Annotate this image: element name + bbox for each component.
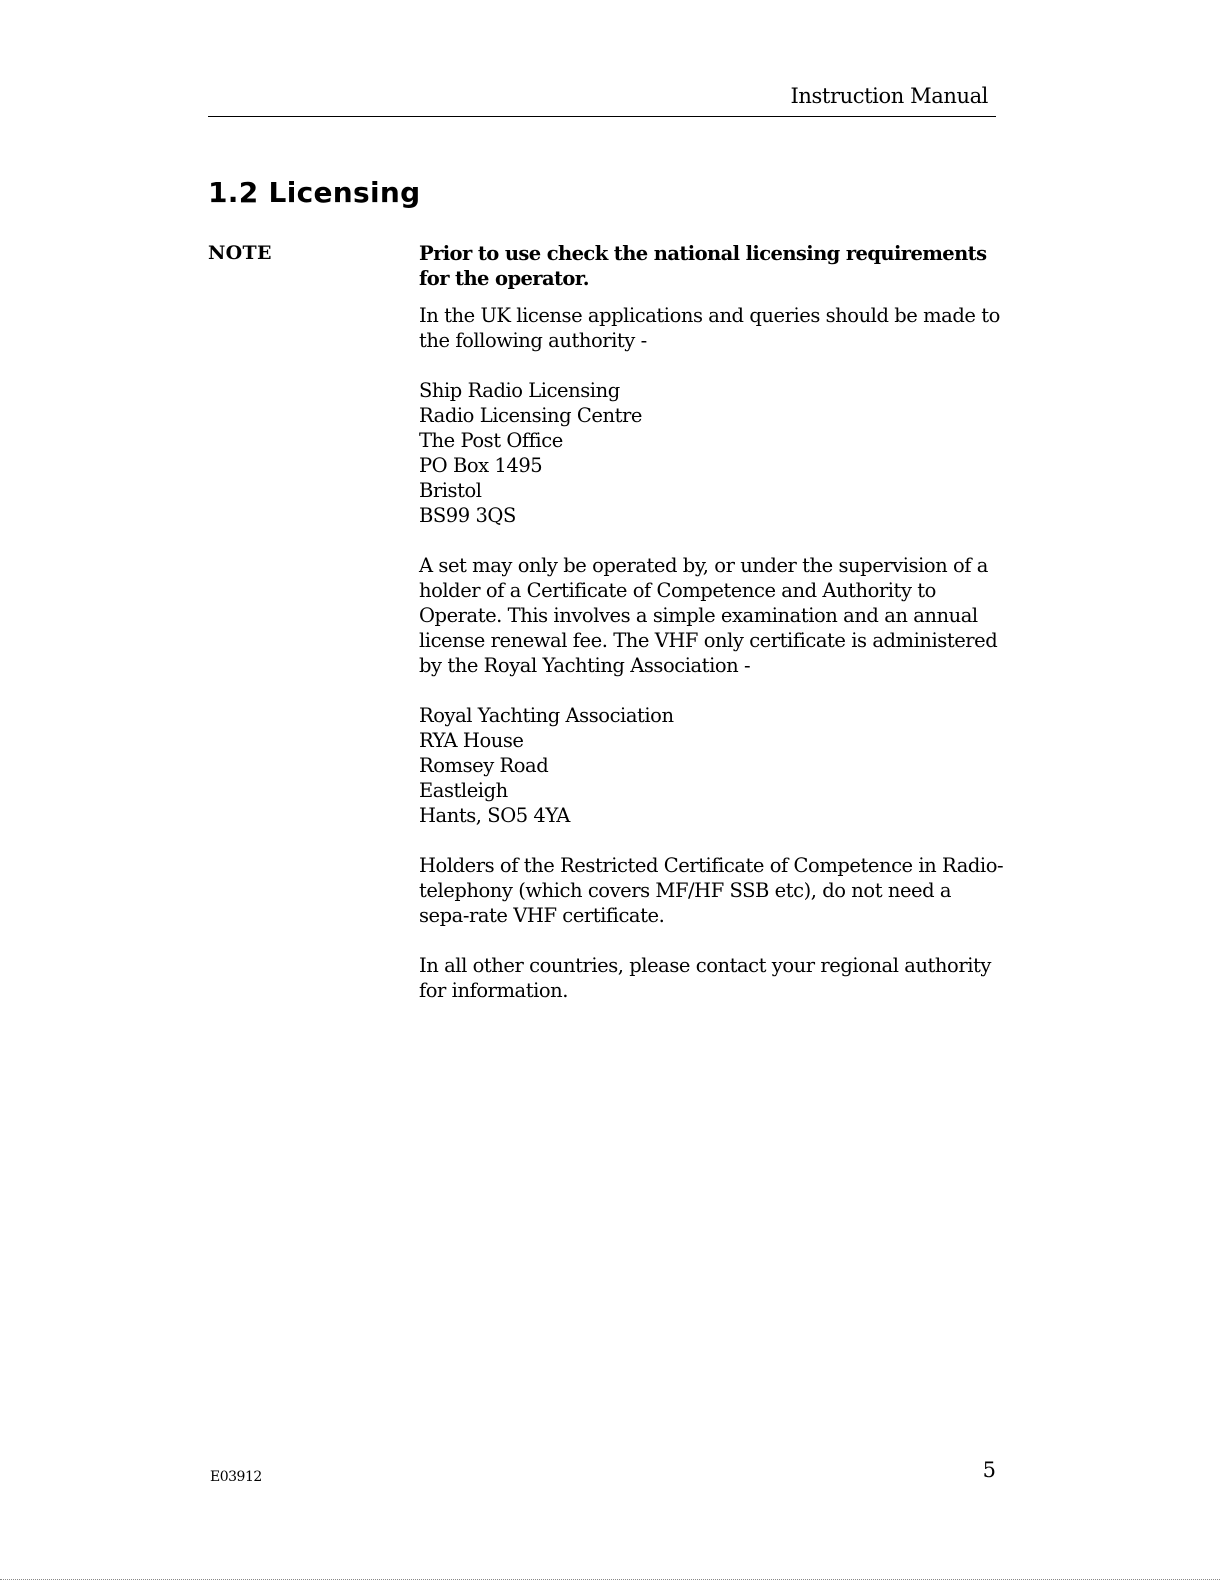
- paragraph-restricted-certificate: Holders of the Restricted Certificate of Competence in Radio-telephony (which covers MF/HF SSB etc), do not need a sepa-rate VHF certificate.: [419, 854, 1004, 927]
- address-line: Hants, SO5 4YA: [419, 804, 570, 827]
- address-ship-radio-licensing: [419, 378, 1004, 528]
- note-label: NOTE: [208, 242, 272, 264]
- document-code: E03912: [210, 1469, 262, 1485]
- address-line: BS99 3QS: [419, 504, 516, 527]
- address-rya: [419, 703, 1004, 828]
- address-line: Romsey Road: [419, 754, 549, 777]
- header-rule: [208, 116, 996, 117]
- address-line: The Post Office: [419, 429, 563, 452]
- address-line: Ship Radio Licensing: [419, 379, 620, 402]
- paragraph-certificate: A set may only be operated by, or under the supervision of a holder of a Certificate of Competence and Authority to Operate. This involves a simple examination and an annual license renewal fee. The VHF only certificate is administered by the Royal Yachting Association -: [419, 554, 998, 677]
- address-line: Royal Yachting Association: [419, 704, 674, 727]
- section-title: 1.2 Licensing: [208, 176, 421, 209]
- page-edge-rule: [0, 1579, 1220, 1580]
- address-line: Eastleigh: [419, 779, 508, 802]
- paragraph-other-countries: In all other countries, please contact your regional authority for information.: [419, 954, 991, 1002]
- address-line: Bristol: [419, 479, 482, 502]
- note-text: Prior to use check the national licensing requirements for the operator.: [419, 242, 987, 290]
- page-number: 5: [982, 1458, 996, 1482]
- paragraph-uk-applications: In the UK license applications and queries should be made to the following authority -: [419, 304, 1000, 352]
- body-content: [419, 241, 1004, 1003]
- address-line: PO Box 1495: [419, 454, 543, 477]
- address-line: Radio Licensing Centre: [419, 404, 642, 427]
- header-title: Instruction Manual: [790, 84, 988, 108]
- address-line: RYA House: [419, 729, 524, 752]
